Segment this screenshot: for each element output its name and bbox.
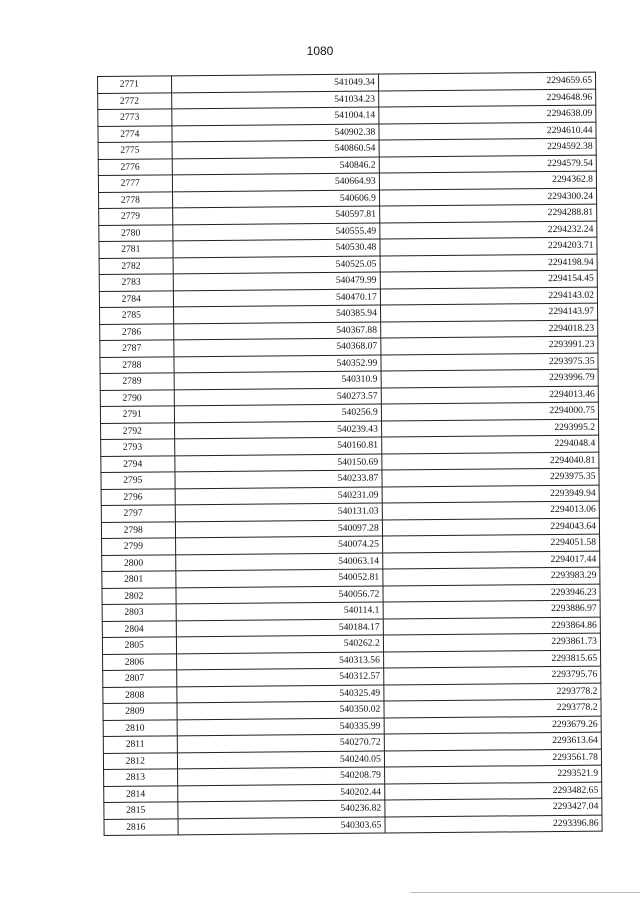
y-coordinate-cell: 2294659.65 [378, 72, 595, 90]
point-number-cell: 2798 [101, 521, 175, 538]
y-coordinate-cell: 2294013.46 [381, 386, 598, 404]
point-number-cell: 2778 [99, 191, 173, 208]
x-coordinate-cell: 540367.88 [173, 322, 380, 340]
point-number-cell: 2804 [102, 620, 176, 637]
y-coordinate-cell: 2293482.65 [384, 782, 601, 800]
x-coordinate-cell: 540525.05 [173, 256, 380, 274]
x-coordinate-cell: 540256.9 [174, 404, 381, 422]
y-coordinate-cell: 2294288.81 [379, 204, 596, 222]
x-coordinate-cell: 540063.14 [175, 553, 382, 571]
x-coordinate-cell: 541049.34 [171, 74, 378, 92]
x-coordinate-cell: 540385.94 [173, 305, 380, 323]
x-coordinate-cell: 540310.9 [174, 371, 381, 389]
y-coordinate-cell: 2294610.44 [379, 122, 596, 140]
x-coordinate-cell: 540335.99 [177, 718, 384, 736]
point-number-cell: 2781 [99, 241, 173, 258]
x-coordinate-cell: 540530.48 [172, 239, 379, 257]
x-coordinate-cell: 540056.72 [175, 586, 382, 604]
coordinates-table [97, 72, 603, 836]
point-number-cell: 2774 [98, 125, 172, 142]
y-coordinate-cell: 2293996.79 [381, 369, 598, 387]
point-number-cell: 2773 [98, 109, 172, 126]
x-coordinate-cell: 540262.2 [176, 635, 383, 653]
y-coordinate-cell: 2293795.76 [383, 666, 600, 684]
point-number-cell: 2797 [101, 505, 175, 522]
point-number-cell: 2785 [100, 307, 174, 324]
coordinates-table-body [98, 72, 603, 835]
x-coordinate-cell: 540240.05 [177, 751, 384, 769]
y-coordinate-cell: 2293778.2 [384, 699, 601, 717]
x-coordinate-cell: 540160.81 [174, 437, 381, 455]
point-number-cell: 2784 [99, 290, 173, 307]
x-coordinate-cell: 540114.1 [176, 602, 383, 620]
x-coordinate-cell: 540231.09 [175, 487, 382, 505]
x-coordinate-cell: 540597.81 [172, 206, 379, 224]
y-coordinate-cell: 2293679.26 [384, 716, 601, 734]
y-coordinate-cell: 2293975.35 [381, 353, 598, 371]
point-number-cell: 2791 [100, 406, 174, 423]
x-coordinate-cell: 540352.99 [173, 355, 380, 373]
x-coordinate-cell: 540273.57 [174, 388, 381, 406]
y-coordinate-cell: 2294638.09 [379, 105, 596, 123]
y-coordinate-cell: 2294043.64 [382, 518, 599, 536]
point-number-cell: 2786 [100, 323, 174, 340]
x-coordinate-cell: 540202.44 [177, 784, 384, 802]
y-coordinate-cell: 2293521.9 [384, 765, 601, 783]
point-number-cell: 2816 [104, 818, 178, 835]
x-coordinate-cell: 540052.81 [175, 569, 382, 587]
point-number-cell: 2787 [100, 340, 174, 357]
x-coordinate-cell: 540074.25 [175, 536, 382, 554]
x-coordinate-cell: 540479.99 [173, 272, 380, 290]
x-coordinate-cell: 540350.02 [177, 701, 384, 719]
y-coordinate-cell: 2294013.06 [382, 501, 599, 519]
scan-edge-line [410, 892, 640, 893]
point-number-cell: 2803 [102, 604, 176, 621]
y-coordinate-cell: 2294592.38 [379, 138, 596, 156]
point-number-cell: 2792 [101, 422, 175, 439]
y-coordinate-cell: 2293975.35 [382, 468, 599, 486]
y-coordinate-cell: 2294232.24 [380, 221, 597, 239]
x-coordinate-cell: 540150.69 [174, 454, 381, 472]
x-coordinate-cell: 540184.17 [176, 619, 383, 637]
y-coordinate-cell: 2294051.58 [382, 534, 599, 552]
x-coordinate-cell: 540131.03 [175, 503, 382, 521]
y-coordinate-cell: 2294017.44 [382, 551, 599, 569]
point-number-cell: 2807 [103, 670, 177, 687]
y-coordinate-cell: 2293864.86 [383, 617, 600, 635]
y-coordinate-cell: 2294040.81 [382, 452, 599, 470]
y-coordinate-cell: 2293946.23 [383, 584, 600, 602]
x-coordinate-cell: 540270.72 [177, 734, 384, 752]
y-coordinate-cell: 2293861.73 [383, 633, 600, 651]
y-coordinate-cell: 2293561.78 [384, 749, 601, 767]
y-coordinate-cell: 2294000.75 [381, 402, 598, 420]
x-coordinate-cell: 540313.56 [176, 652, 383, 670]
point-number-cell: 2772 [98, 92, 172, 109]
y-coordinate-cell: 2293983.29 [383, 567, 600, 585]
point-number-cell: 2779 [99, 208, 173, 225]
point-number-cell: 2795 [101, 472, 175, 489]
x-coordinate-cell: 540233.87 [174, 470, 381, 488]
y-coordinate-cell: 2294048.4 [381, 435, 598, 453]
point-number-cell: 2814 [104, 785, 178, 802]
point-number-cell: 2800 [102, 554, 176, 571]
x-coordinate-cell: 540325.49 [176, 685, 383, 703]
x-coordinate-cell: 540236.82 [177, 800, 384, 818]
point-number-cell: 2782 [99, 257, 173, 274]
y-coordinate-cell: 2294198.94 [380, 254, 597, 272]
x-coordinate-cell: 541004.14 [171, 107, 378, 125]
point-number-cell: 2802 [102, 587, 176, 604]
x-coordinate-cell: 540097.28 [175, 520, 382, 538]
point-number-cell: 2812 [103, 752, 177, 769]
x-coordinate-cell: 540368.07 [173, 338, 380, 356]
x-coordinate-cell: 540239.43 [174, 421, 381, 439]
point-number-cell: 2793 [101, 439, 175, 456]
page-number: 1080 [306, 44, 334, 58]
x-coordinate-cell: 540606.9 [172, 190, 379, 208]
y-coordinate-cell: 2294300.24 [379, 188, 596, 206]
y-coordinate-cell: 2293427.04 [385, 798, 602, 816]
y-coordinate-cell: 2294579.54 [379, 155, 596, 173]
point-number-cell: 2815 [104, 802, 178, 819]
point-number-cell: 2771 [98, 76, 172, 93]
y-coordinate-cell: 2294018.23 [380, 320, 597, 338]
point-number-cell: 2794 [101, 455, 175, 472]
point-number-cell: 2811 [103, 736, 177, 753]
y-coordinate-cell: 2293396.86 [385, 815, 602, 833]
point-number-cell: 2777 [98, 175, 172, 192]
point-number-cell: 2806 [103, 653, 177, 670]
table-row [104, 815, 602, 836]
point-number-cell: 2783 [99, 274, 173, 291]
point-number-cell: 2790 [100, 389, 174, 406]
y-coordinate-cell: 2293995.2 [381, 419, 598, 437]
x-coordinate-cell: 540555.49 [172, 223, 379, 241]
point-number-cell: 2809 [103, 703, 177, 720]
y-coordinate-cell: 2294143.02 [380, 287, 597, 305]
point-number-cell: 2810 [103, 719, 177, 736]
y-coordinate-cell: 2294154.45 [380, 270, 597, 288]
y-coordinate-cell: 2293815.65 [383, 650, 600, 668]
point-number-cell: 2788 [100, 356, 174, 373]
point-number-cell: 2789 [100, 373, 174, 390]
y-coordinate-cell: 2294362.8 [379, 171, 596, 189]
point-number-cell: 2796 [101, 488, 175, 505]
y-coordinate-cell: 2293613.64 [384, 732, 601, 750]
x-coordinate-cell: 540664.93 [172, 173, 379, 191]
y-coordinate-cell: 2294648.96 [378, 89, 595, 107]
x-coordinate-cell: 540846.2 [172, 157, 379, 175]
y-coordinate-cell: 2293991.23 [381, 336, 598, 354]
x-coordinate-cell: 540303.65 [178, 817, 385, 835]
x-coordinate-cell: 541034.23 [171, 91, 378, 109]
y-coordinate-cell: 2294143.97 [380, 303, 597, 321]
x-coordinate-cell: 540208.79 [177, 767, 384, 785]
point-number-cell: 2799 [102, 538, 176, 555]
y-coordinate-cell: 2293886.97 [383, 600, 600, 618]
point-number-cell: 2805 [102, 637, 176, 654]
y-coordinate-cell: 2294203.71 [380, 237, 597, 255]
x-coordinate-cell: 540470.17 [173, 289, 380, 307]
point-number-cell: 2776 [98, 158, 172, 175]
y-coordinate-cell: 2293778.2 [384, 683, 601, 701]
x-coordinate-cell: 540312.57 [176, 668, 383, 686]
x-coordinate-cell: 540860.54 [172, 140, 379, 158]
point-number-cell: 2808 [103, 686, 177, 703]
y-coordinate-cell: 2293949.94 [382, 485, 599, 503]
point-number-cell: 2780 [99, 224, 173, 241]
point-number-cell: 2775 [98, 142, 172, 159]
point-number-cell: 2801 [102, 571, 176, 588]
point-number-cell: 2813 [104, 769, 178, 786]
x-coordinate-cell: 540902.38 [171, 124, 378, 142]
